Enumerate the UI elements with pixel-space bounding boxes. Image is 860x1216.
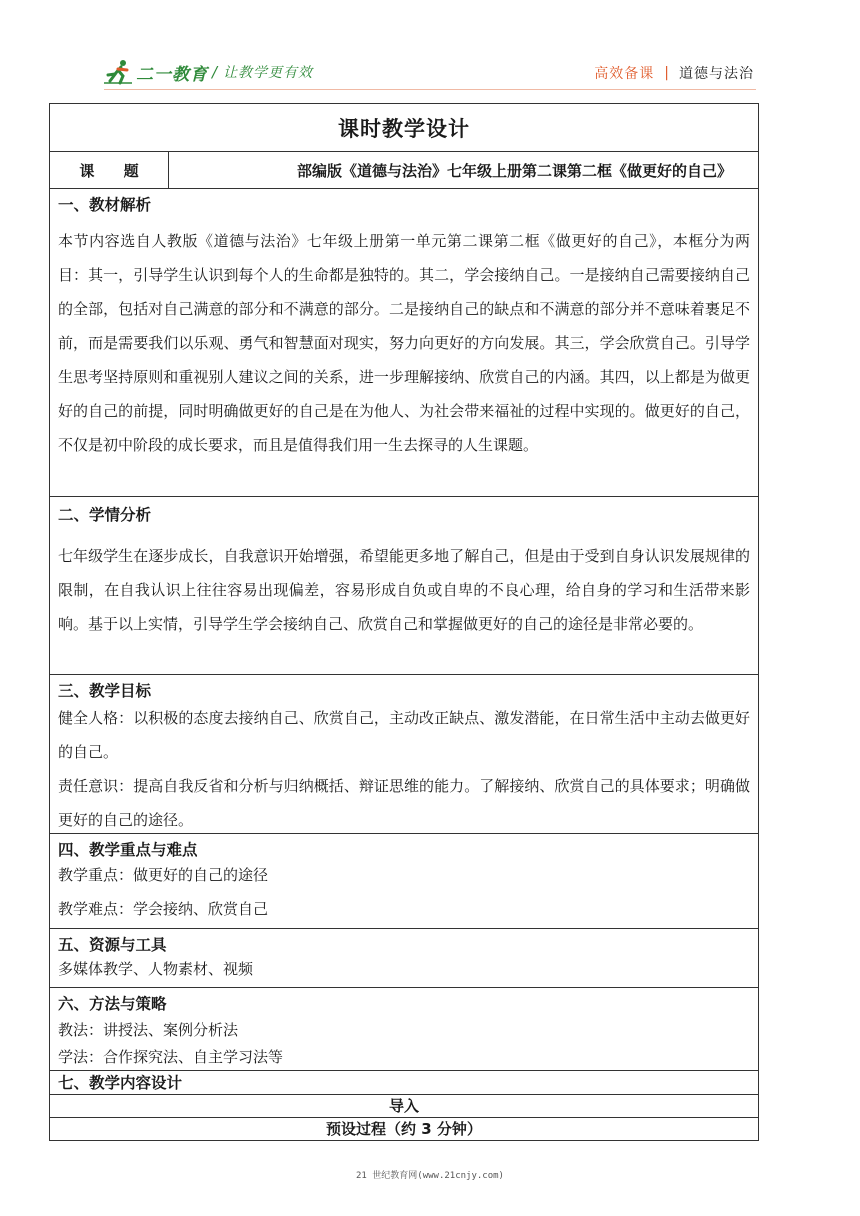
- resources-text: 多媒体教学、人物素材、视频: [58, 960, 254, 978]
- page-footer: 21 世纪教育网(www.21cnjy.com): [356, 1171, 504, 1181]
- topic-value: 部编版《道德与法治》七年级上册第二课第二框《做更好的自己》: [296, 161, 732, 180]
- goal-responsibility: 责任意识：提高自我反省和分析与归纳概括、辩证思维的能力。了解接纳、欣赏自己的具体要求；明确做更好的自己的途径。: [58, 777, 750, 829]
- brand-slogan: 让教学更有效: [223, 65, 314, 81]
- header-separator: |: [664, 65, 669, 81]
- section-teaching-goals: [50, 675, 758, 834]
- section-student-analysis: [50, 497, 758, 675]
- difficult-point: 教学难点：学会接纳、欣赏自己: [58, 900, 269, 918]
- brand-divider: /: [212, 63, 218, 81]
- header-right: [594, 63, 754, 83]
- goal-personality: 健全人格：以积极的态度去接纳自己、欣赏自己，主动改正缺点、激发潜能，在日常生活中主动去做更好的自己。: [58, 709, 750, 761]
- section-key-points: [50, 834, 758, 929]
- preset-process-row: 预设过程（约 3 分钟）: [50, 1118, 758, 1141]
- section-resources: [50, 929, 758, 988]
- brand-name: 二一教育: [136, 64, 208, 85]
- section-methods: [50, 988, 758, 1071]
- section-heading: 二、学情分析: [58, 506, 152, 524]
- learning-method: 学法：合作探究法、自主学习法等: [58, 1048, 284, 1066]
- section-body: 本节内容选自人教版《道德与法治》七年级上册第一单元第二课第二框《做更好的自己》，本框分为两目：其一，引导学生认识到每个人的生命都是独特的。其二，学会接纳自己。一是接纳自己需要接纳自己的全部，包括对自己满意的部分和不满意的部分。二是接纳自己的缺点和不满意的部分并不意味着裹足不前，而是需要我们以乐观、勇气和智慧面对现实，努力向更好的方向发展。其三，学会欣赏自己。引导学生思考坚持原则和重视别人建议之间的关系，进一步理解接纳、欣赏自己的内涵。其四，以上都是为做更好的自己的前提，同时明确做更好的自己是在为他人、为社会带来福祉的过程中实现的。做更好的自己，不仅是初中阶段的成长要求，而且是值得我们用一生去探寻的人生课题。: [58, 232, 750, 454]
- section-heading: 一、教材解析: [58, 196, 152, 214]
- brand-logo: [104, 58, 313, 86]
- section-heading: 四、教学重点与难点: [58, 841, 198, 859]
- header-divider: [104, 89, 756, 90]
- section-heading: 三、教学目标: [58, 682, 152, 700]
- key-point: 教学重点：做更好的自己的途径: [58, 866, 269, 884]
- topic-row: [50, 152, 758, 189]
- topic-label: 课 题: [50, 152, 169, 188]
- intro-row: 导入: [50, 1095, 758, 1118]
- section-textbook-analysis: [50, 189, 758, 497]
- page-header: [0, 0, 860, 96]
- header-subject: 道德与法治: [679, 66, 754, 82]
- section-body: 七年级学生在逐步成长，自我意识开始增强，希望能更多地了解自己，但是由于受到自身认识发展规律的限制，在自我认识上往往容易出现偏差，容易形成自负或自卑的不良心理，给自身的学习和生活带来影响。基于以上实情，引导学生学会接纳自己、欣赏自己和掌握做更好的自己的途径是非常必要的。: [58, 547, 750, 633]
- section-heading: 六、方法与策略: [58, 995, 167, 1013]
- teaching-method: 教法：讲授法、案例分析法: [58, 1021, 239, 1039]
- lesson-design-table: [49, 103, 759, 1141]
- running-figure-icon: [104, 59, 134, 85]
- section-content-design: [50, 1071, 758, 1095]
- table-title: 课时教学设计: [50, 104, 758, 152]
- section-heading: 七、教学内容设计: [58, 1074, 183, 1092]
- section-heading: 五、资源与工具: [58, 936, 167, 954]
- header-tag: 高效备课: [594, 66, 655, 82]
